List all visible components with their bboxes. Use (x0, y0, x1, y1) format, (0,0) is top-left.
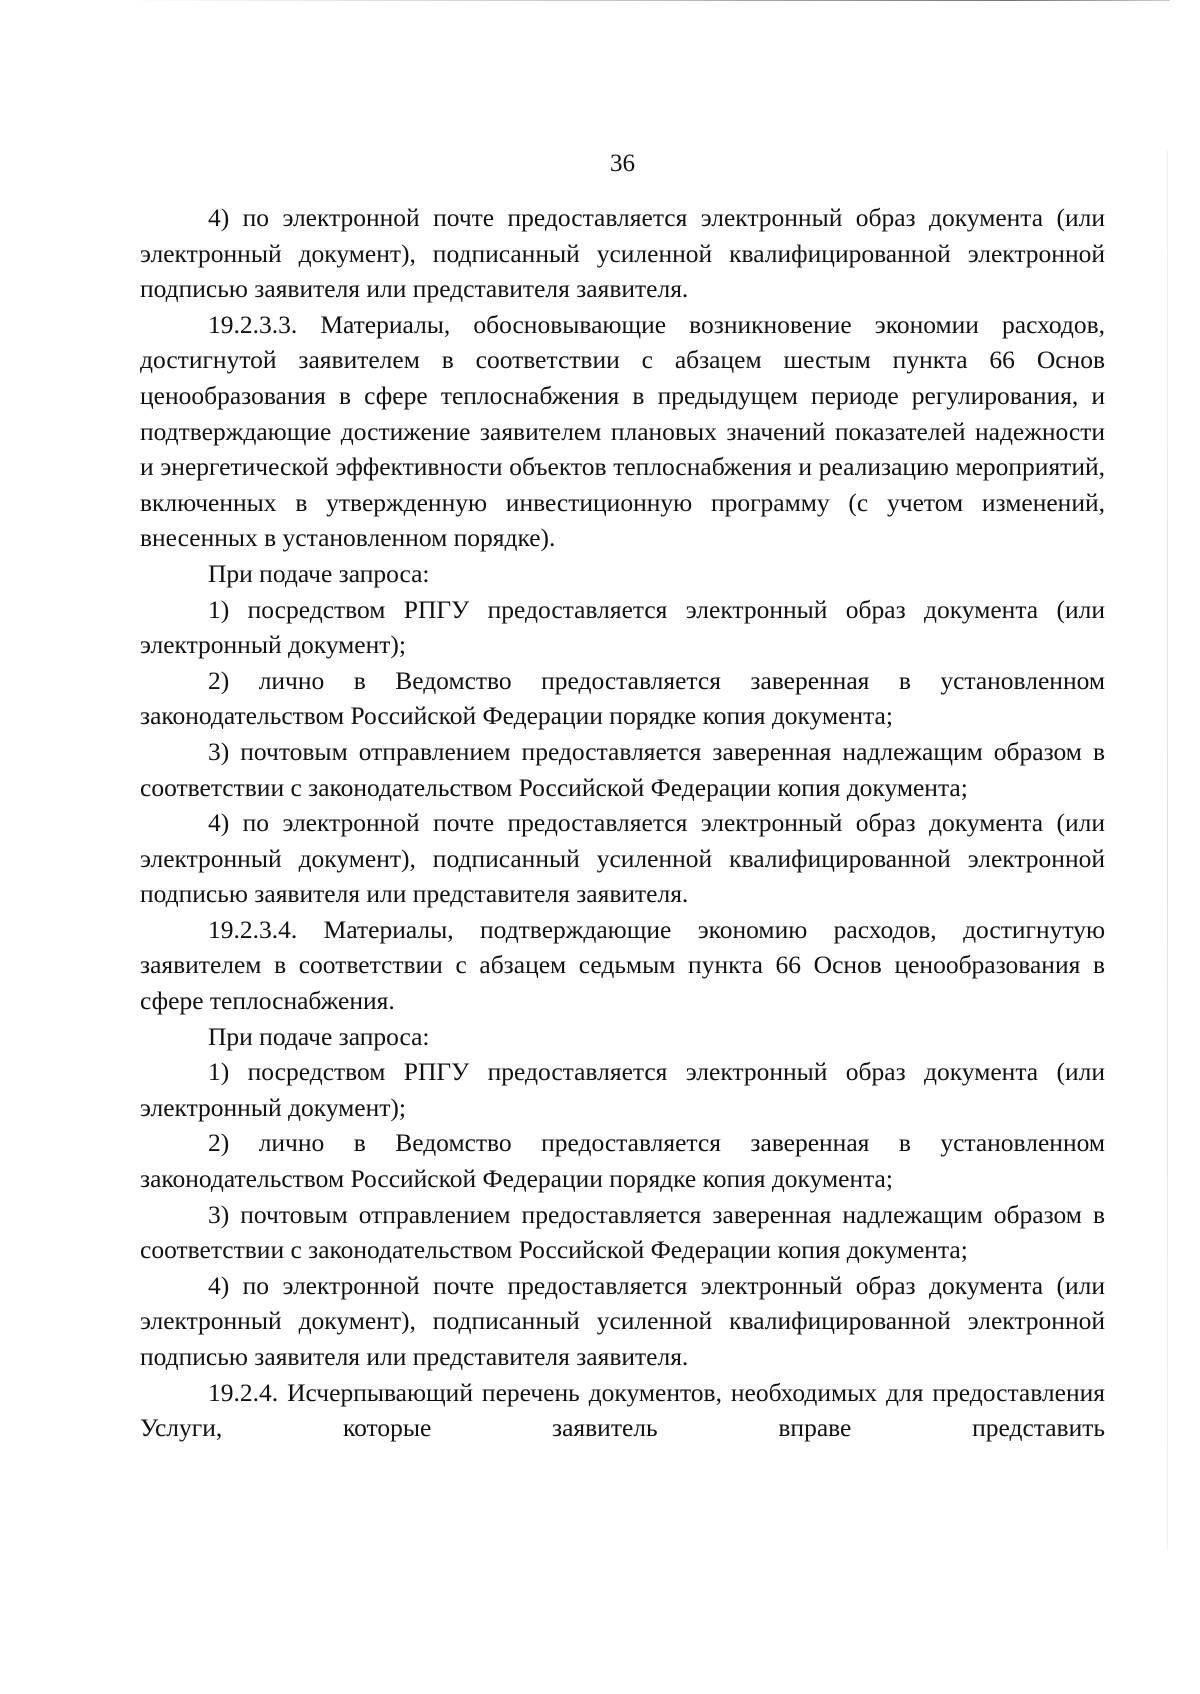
page-number: 36 (610, 150, 635, 177)
paragraph: 4) по электронной почте предоставляется электронный образ документа (или электронный документ), подписанный усиленной квалифицированной электронной подписью заявителя или представителя заявителя. (140, 1270, 1105, 1371)
paragraph: 4) по электронной почте предоставляется электронный образ документа (или электронный документ), подписанный усиленной квалифицированной электронной подписью заявителя или представителя заявителя. (140, 203, 1105, 304)
paragraph: 1) посредством РПГУ предоставляется электронный образ документа (или электронный документ); (140, 594, 1105, 660)
paragraph: 1) посредством РПГУ предоставляется электронный образ документа (или электронный документ); (140, 1057, 1105, 1122)
paragraph: 4) по электронной почте предоставляется электронный образ документа (или электронный документ), подписанный усиленной квалифицированной электронной подписью заявителя или представителя заявителя. (140, 808, 1105, 909)
paragraph: 19.2.3.3. Материалы, обосновывающие возникновение экономии расходов, достигнутой заявителем в соответствии с абзацем шестым пункта 66 Основ ценообразования в сфере теплоснабжения в предыдущем периоде регулирования, и подтверждающие достижение заявителем плановых значений показателей надежности и энергетической эффективности объектов теплоснабжения и реализацию мероприятий, включенных в утвержденную инвестиционную программу (с учетом изменений, внесенных в установленном порядке). (140, 309, 1105, 553)
scan-edge-right (1167, 150, 1168, 1550)
document-body (140, 200, 1105, 1446)
scan-edge-top (120, 0, 1170, 1)
paragraph: 3) почтовым отправлением предоставляется заверенная надлежащим образом в соответствии с законодательством Российской Федерации копия документа; (140, 1199, 1105, 1265)
paragraph: При подаче запроса: (208, 1021, 430, 1051)
paragraph: 19.2.3.4. Материалы, подтверждающие экономию расходов, достигнутую заявителем в соответствии с абзацем седьмым пункта 66 Основ ценообразования в сфере теплоснабжения. (140, 914, 1105, 1016)
paragraph: 3) почтовым отправлением предоставляется заверенная надлежащим образом в соответствии с законодательством Российской Федерации копия документа; (140, 736, 1105, 802)
paragraph: При подаче запроса: (208, 558, 430, 588)
paragraph: 2) лично в Ведомство предоставляется заверенная в установленном законодательством Российской Федерации порядке копия документа; (140, 665, 1105, 731)
paragraph: 2) лично в Ведомство предоставляется заверенная в установленном законодательством Российской Федерации порядке копия документа; (140, 1128, 1105, 1194)
paragraph: 19.2.4. Исчерпывающий перечень документов, необходимых для предоставления Услуги, которые заявитель вправе представить (140, 1377, 1105, 1443)
